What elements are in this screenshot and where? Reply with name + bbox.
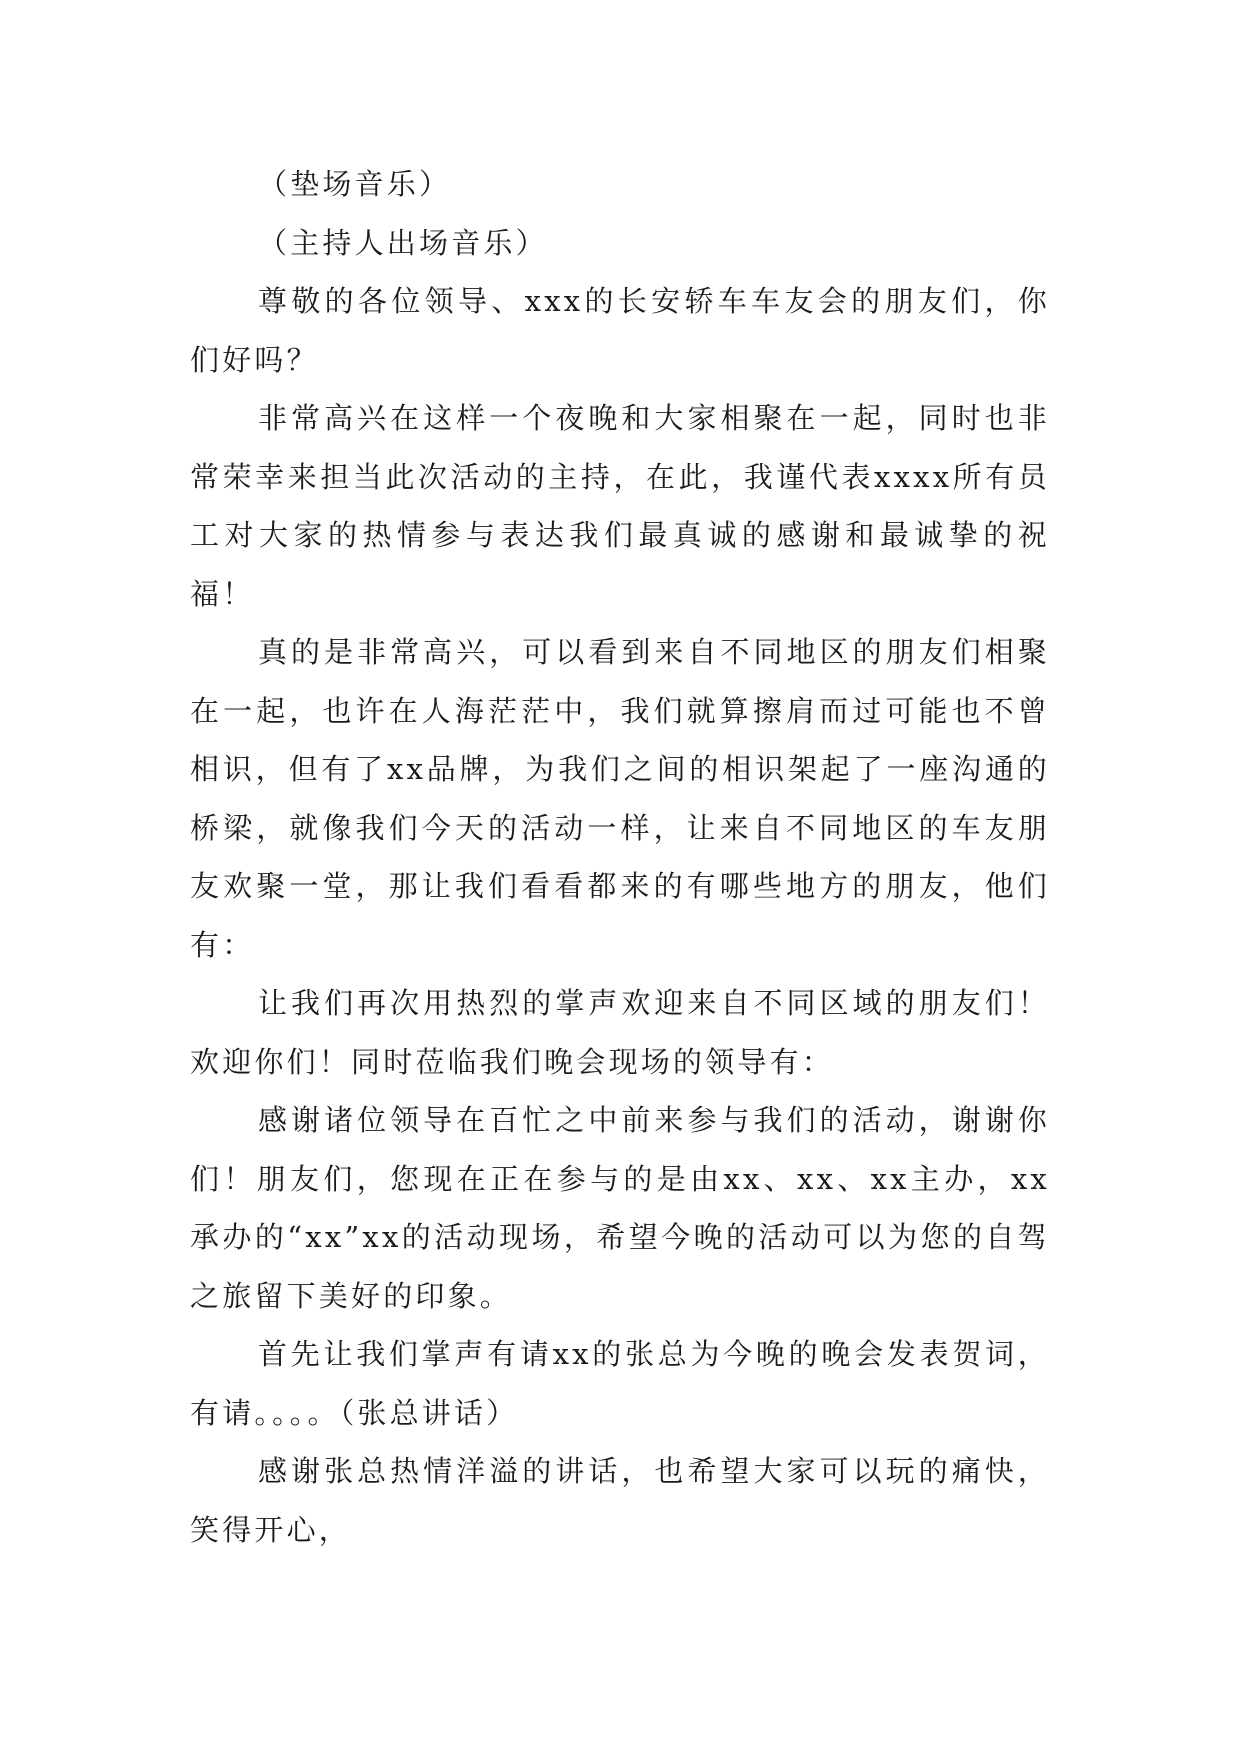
paragraph-warmup-music: （垫场音乐） [258,167,452,201]
paragraph-after-speech: 感谢张总热情洋溢的讲话，也希望大家可以玩的痛快，笑得开心， [190,1454,1050,1547]
paragraph-friends-gathering: 真的是非常高兴，可以看到来自不同地区的朋友们相聚在一起，也许在人海茫茫中，我们就算擦肩而过可能也不曾相识，但有了xx品牌，为我们之间的相识架起了一座沟通的桥梁，就像我们今天的活动一样，让来自不同地区的车友朋友欢聚一堂，那让我们看看都来的有哪些地方的朋友，他们有： [190,635,1050,962]
paragraph-applause-leaders: 让我们再次用热烈的掌声欢迎来自不同区域的朋友们！欢迎你们！同时莅临我们晚会现场的领导有： [190,986,1050,1079]
document-body [190,155,1050,1559]
paragraph-invite-speech: 首先让我们掌声有请xx的张总为今晚的晚会发表贺词，有请。。。。（张总讲话） [190,1337,1050,1430]
paragraph-welcome-thanks: 非常高兴在这样一个夜晚和大家相聚在一起，同时也非常荣幸来担当此次活动的主持，在此，我谨代表xxxx所有员工对大家的热情参与表达我们最真诚的感谢和最诚挚的祝福！ [190,401,1050,611]
paragraph-greeting: 尊敬的各位领导、xxx的长安轿车车友会的朋友们，你们好吗？ [190,284,1050,377]
paragraph-thank-leaders: 感谢诸位领导在百忙之中前来参与我们的活动，谢谢你们！朋友们，您现在正在参与的是由xx、xx、xx主办，xx承办的“xx”xx的活动现场，希望今晚的活动可以为您的自驾之旅留下美好的印象。 [190,1103,1050,1313]
paragraph-host-entrance-music: （主持人出场音乐） [258,225,548,260]
